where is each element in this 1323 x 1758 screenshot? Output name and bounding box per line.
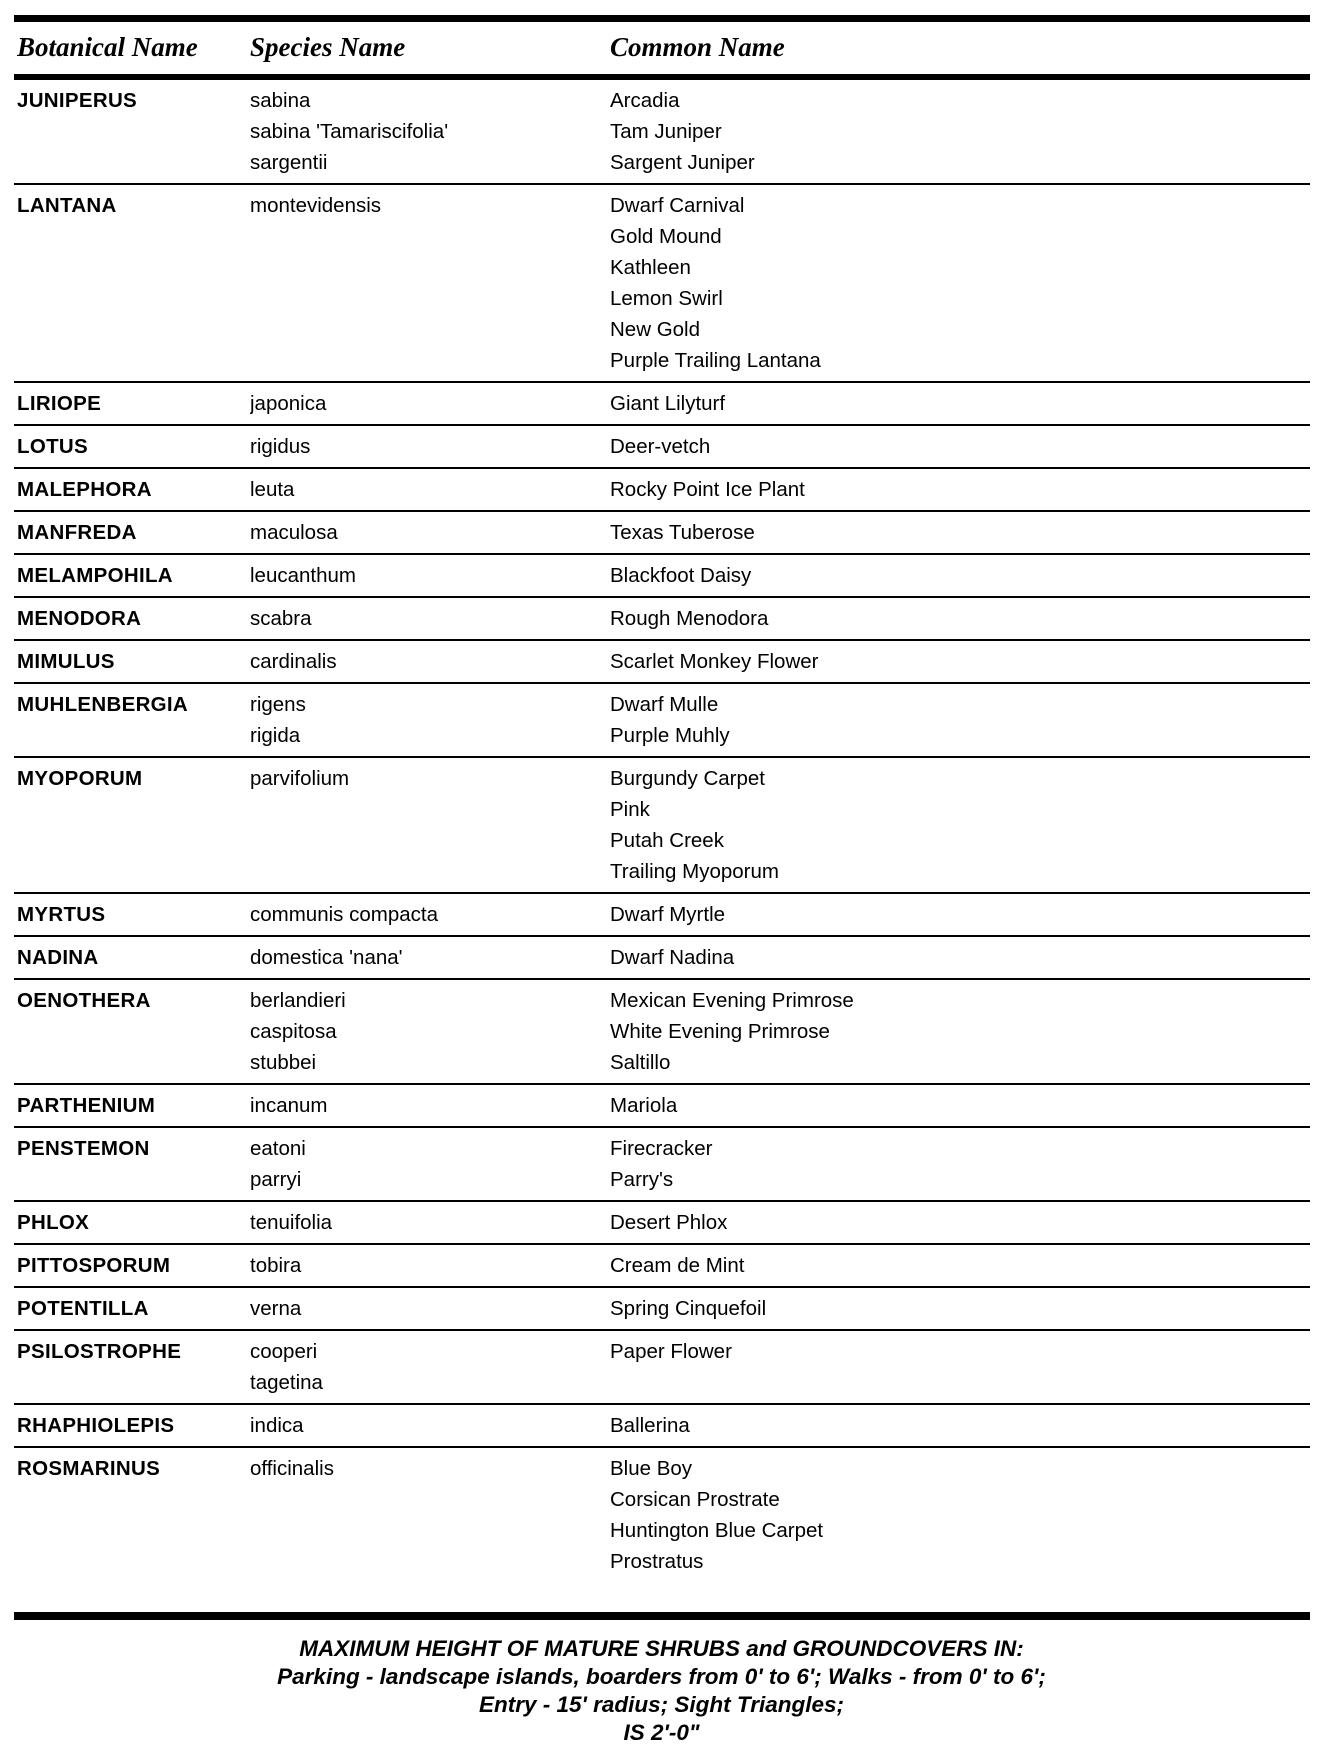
table-row (17, 942, 1310, 973)
common-name-cell: New Gold (610, 318, 701, 341)
footer-line: Parking - landscape islands, boarders from 0' to 6'; Walks - from 0' to 6'; (277, 1664, 1046, 1689)
table-row (17, 1090, 1310, 1121)
botanical-name-cell (17, 825, 250, 856)
botanical-name-cell (17, 1164, 250, 1195)
species-name-cell (250, 1484, 610, 1515)
species-name-cell: eatoni (250, 1137, 306, 1160)
table-group (14, 381, 1310, 424)
common-name-cell: Mexican Evening Primrose (610, 989, 854, 1012)
common-name-cell: Dwarf Carnival (610, 194, 745, 217)
common-name-cell: Sargent Juniper (610, 151, 755, 174)
common-name-cell: Rough Menodora (610, 607, 769, 630)
footer-line: Entry - 15' radius; Sight Triangles; (478, 1692, 844, 1717)
species-name-cell: japonica (250, 392, 327, 415)
botanical-name-cell: MIMULUS (17, 650, 115, 673)
table-row (17, 1410, 1310, 1441)
plant-table (14, 15, 1310, 1582)
botanical-name-cell: LIRIOPE (17, 392, 102, 415)
botanical-name-cell (17, 794, 250, 825)
common-name-cell: Spring Cinquefoil (610, 1297, 767, 1320)
table-row (17, 388, 1310, 419)
botanical-name-cell: PARTHENIUM (17, 1094, 156, 1117)
botanical-name-cell: MALEPHORA (17, 478, 152, 501)
species-name-cell (250, 1546, 610, 1577)
table-group (14, 1286, 1310, 1329)
species-name-cell: leucanthum (250, 564, 356, 587)
table-row (17, 646, 1310, 677)
botanical-name-cell (17, 116, 250, 147)
table-group (14, 596, 1310, 639)
botanical-name-cell (17, 1515, 250, 1546)
table-body (14, 80, 1310, 1582)
species-name-cell (250, 345, 610, 376)
common-name-cell: Gold Mound (610, 225, 722, 248)
botanical-name-cell (17, 345, 250, 376)
species-name-cell: parryi (250, 1168, 302, 1191)
table-row (17, 763, 1310, 794)
species-name-cell: tenuifolia (250, 1211, 333, 1234)
common-name-cell: Dwarf Nadina (610, 946, 735, 969)
species-name-cell: verna (250, 1297, 302, 1320)
table-row (17, 1484, 1310, 1515)
common-name-cell: Purple Trailing Lantana (610, 349, 821, 372)
botanical-name-cell (17, 720, 250, 751)
species-name-cell (250, 794, 610, 825)
species-name-cell: sargentii (250, 151, 328, 174)
botanical-name-cell: MANFREDA (17, 521, 137, 544)
table-row (17, 1546, 1310, 1577)
table-row (17, 1336, 1310, 1367)
common-name-cell: Burgundy Carpet (610, 767, 765, 790)
species-name-cell: stubbei (250, 1051, 317, 1074)
species-name-cell: sabina (250, 89, 311, 112)
table-group (14, 1329, 1310, 1403)
common-name-cell: Parry's (610, 1168, 674, 1191)
botanical-name-cell: OENOTHERA (17, 989, 151, 1012)
common-name-cell: Deer-vetch (610, 435, 711, 458)
column-header-common-name: Common Name (610, 32, 785, 62)
common-name-cell: Blue Boy (610, 1457, 693, 1480)
botanical-name-cell: PENSTEMON (17, 1137, 150, 1160)
species-name-cell: caspitosa (250, 1020, 337, 1043)
botanical-name-cell: PHLOX (17, 1211, 90, 1234)
botanical-name-cell (17, 1016, 250, 1047)
table-group (14, 467, 1310, 510)
common-name-cell: Kathleen (610, 256, 691, 279)
table-group (14, 1446, 1310, 1582)
table-header-row (14, 22, 1310, 74)
table-group (14, 682, 1310, 756)
table-group (14, 1200, 1310, 1243)
species-name-cell: communis compacta (250, 903, 438, 926)
footer-line: MAXIMUM HEIGHT OF MATURE SHRUBS and GROUNDCOVERS IN: (299, 1636, 1024, 1661)
table-row (17, 314, 1310, 345)
botanical-name-cell (17, 1546, 250, 1577)
botanical-name-cell: RHAPHIOLEPIS (17, 1414, 175, 1437)
botanical-name-cell: PSILOSTROPHE (17, 1340, 182, 1363)
table-row (17, 1250, 1310, 1281)
table-row (17, 856, 1310, 887)
table-row (17, 221, 1310, 252)
botanical-name-cell (17, 221, 250, 252)
footer-rule (14, 1612, 1310, 1620)
common-name-cell: Texas Tuberose (610, 521, 755, 544)
botanical-name-cell (17, 252, 250, 283)
table-group (14, 1403, 1310, 1446)
botanical-name-cell: LOTUS (17, 435, 88, 458)
common-name-cell: Firecracker (610, 1137, 713, 1160)
species-name-cell (250, 825, 610, 856)
common-name-cell: Saltillo (610, 1051, 671, 1074)
table-row (17, 1047, 1310, 1078)
table-row (17, 1367, 1310, 1398)
common-name-cell: Tam Juniper (610, 120, 722, 143)
table-row (17, 85, 1310, 116)
common-name-cell: Cream de Mint (610, 1254, 745, 1277)
botanical-name-cell: JUNIPERUS (17, 89, 138, 112)
botanical-name-cell (17, 856, 250, 887)
table-group (14, 978, 1310, 1083)
table-row (17, 825, 1310, 856)
species-name-cell (250, 856, 610, 887)
species-name-cell: officinalis (250, 1457, 334, 1480)
common-name-cell: Prostratus (610, 1550, 704, 1573)
species-name-cell: indica (250, 1414, 304, 1437)
common-name-cell: Blackfoot Daisy (610, 564, 752, 587)
common-name-cell: Huntington Blue Carpet (610, 1519, 824, 1542)
table-row (17, 560, 1310, 591)
botanical-name-cell (17, 1367, 250, 1398)
botanical-name-cell: LANTANA (17, 194, 117, 217)
table-row (17, 985, 1310, 1016)
table-group (14, 892, 1310, 935)
table-row (17, 474, 1310, 505)
table-group (14, 639, 1310, 682)
common-name-cell: Pink (610, 798, 650, 821)
table-row (17, 1164, 1310, 1195)
table-row (17, 116, 1310, 147)
common-name-cell: Desert Phlox (610, 1211, 728, 1234)
common-name-cell: Paper Flower (610, 1340, 732, 1363)
botanical-name-cell: ROSMARINUS (17, 1457, 161, 1480)
common-name-cell: Dwarf Myrtle (610, 903, 726, 926)
botanical-name-cell: MYRTUS (17, 903, 106, 926)
common-name-cell: Giant Lilyturf (610, 392, 726, 415)
table-row (17, 720, 1310, 751)
common-name-cell (610, 1367, 1310, 1398)
table-row (17, 794, 1310, 825)
table-row (17, 1293, 1310, 1324)
species-name-cell: rigens (250, 693, 306, 716)
table-row (17, 1016, 1310, 1047)
table-row (17, 899, 1310, 930)
table-row (17, 1133, 1310, 1164)
table-group (14, 80, 1310, 183)
species-name-cell: domestica 'nana' (250, 946, 403, 969)
table-group (14, 424, 1310, 467)
common-name-cell: Lemon Swirl (610, 287, 723, 310)
species-name-cell (250, 283, 610, 314)
table-row (17, 1453, 1310, 1484)
common-name-cell: White Evening Primrose (610, 1020, 830, 1043)
species-name-cell: berlandieri (250, 989, 346, 1012)
table-group (14, 1083, 1310, 1126)
table-row (17, 1515, 1310, 1546)
common-name-cell: Ballerina (610, 1414, 690, 1437)
common-name-cell: Purple Muhly (610, 724, 730, 747)
table-row (17, 1207, 1310, 1238)
botanical-name-cell (17, 147, 250, 178)
species-name-cell: cardinalis (250, 650, 337, 673)
common-name-cell: Trailing Myoporum (610, 860, 779, 883)
common-name-cell: Dwarf Mulle (610, 693, 719, 716)
botanical-name-cell (17, 283, 250, 314)
table-group (14, 756, 1310, 892)
species-name-cell (250, 314, 610, 345)
table-row (17, 252, 1310, 283)
species-name-cell: rigida (250, 724, 301, 747)
species-name-cell (250, 252, 610, 283)
table-row (17, 345, 1310, 376)
species-name-cell: tobira (250, 1254, 302, 1277)
bottom-gap (0, 1582, 1323, 1612)
table-row (17, 190, 1310, 221)
botanical-name-cell: MUHLENBERGIA (17, 693, 189, 716)
footer-line: IS 2'-0" (623, 1720, 700, 1745)
botanical-name-cell: MELAMPOHILA (17, 564, 173, 587)
species-name-cell: leuta (250, 478, 295, 501)
botanical-name-cell: NADINA (17, 946, 99, 969)
species-name-cell: scabra (250, 607, 312, 630)
species-name-cell (250, 221, 610, 252)
common-name-cell: Rocky Point Ice Plant (610, 478, 805, 501)
species-name-cell: cooperi (250, 1340, 318, 1363)
botanical-name-cell (17, 314, 250, 345)
common-name-cell: Mariola (610, 1094, 678, 1117)
common-name-cell: Putah Creek (610, 829, 724, 852)
species-name-cell: tagetina (250, 1371, 323, 1394)
table-group (14, 1126, 1310, 1200)
table-group (14, 1243, 1310, 1286)
table-group (14, 183, 1310, 381)
table-row (17, 431, 1310, 462)
species-name-cell: montevidensis (250, 194, 382, 217)
table-row (17, 689, 1310, 720)
species-name-cell (250, 1515, 610, 1546)
table-row (17, 147, 1310, 178)
table-group (14, 935, 1310, 978)
botanical-name-cell: MENODORA (17, 607, 142, 630)
table-group (14, 553, 1310, 596)
table-row (17, 517, 1310, 548)
species-name-cell: rigidus (250, 435, 311, 458)
species-name-cell: sabina 'Tamariscifolia' (250, 120, 449, 143)
botanical-name-cell (17, 1484, 250, 1515)
species-name-cell: maculosa (250, 521, 338, 544)
table-row (17, 603, 1310, 634)
top-rule (14, 15, 1310, 22)
botanical-name-cell: MYOPORUM (17, 767, 143, 790)
common-name-cell: Arcadia (610, 89, 680, 112)
footer-note (0, 1635, 1323, 1747)
botanical-name-cell: POTENTILLA (17, 1297, 149, 1320)
column-header-species-name: Species Name (250, 32, 406, 62)
species-name-cell: incanum (250, 1094, 328, 1117)
column-header-botanical-name: Botanical Name (17, 32, 198, 62)
common-name-cell: Scarlet Monkey Flower (610, 650, 819, 673)
table-row (17, 283, 1310, 314)
species-name-cell: parvifolium (250, 767, 350, 790)
botanical-name-cell (17, 1047, 250, 1078)
botanical-name-cell: PITTOSPORUM (17, 1254, 171, 1277)
table-group (14, 510, 1310, 553)
common-name-cell: Corsican Prostrate (610, 1488, 780, 1511)
